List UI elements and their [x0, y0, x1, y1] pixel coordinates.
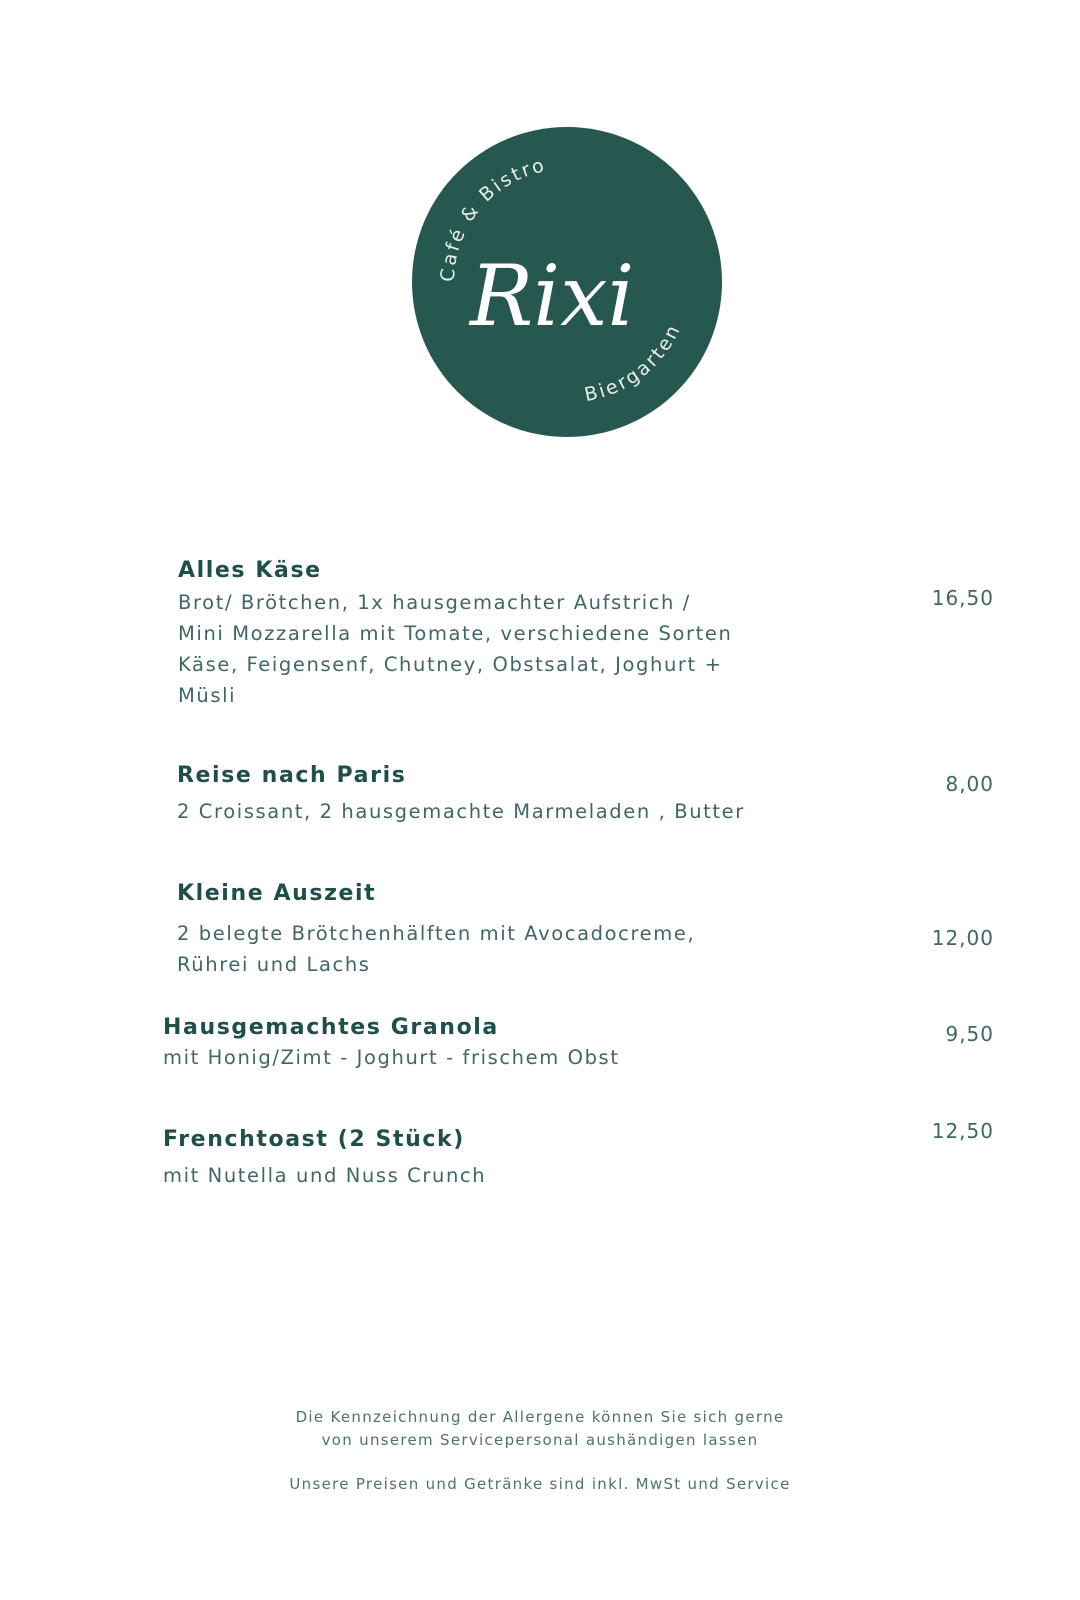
allergen-note-line1: Die Kennzeichnung der Allergene können Sie sich gerne: [295, 1408, 785, 1426]
menu-item: [163, 1015, 620, 1073]
menu-item-price: 9,50: [945, 1022, 994, 1046]
menu-item-name: Kleine Auszeit: [177, 881, 377, 906]
logo-badge: [410, 125, 724, 439]
menu-item: [177, 763, 745, 827]
menu-item-name: Hausgemachtes Granola: [163, 1015, 499, 1040]
logo-arc-bottom: Biergarten: [582, 319, 686, 407]
menu-item-description: mit Honig/Zimt - Joghurt - frischem Obst: [163, 1046, 620, 1069]
menu-item-name: Alles Käse: [178, 558, 322, 583]
logo-wordmark: Rixi: [470, 247, 635, 345]
menu-item-price: 12,50: [931, 1119, 994, 1143]
menu-item-price: 12,00: [931, 926, 994, 950]
menu-item-description: Brot/ Brötchen, 1x hausgemachter Aufstrich / Mini Mozzarella mit Tomate, verschiedene Sorten Käse, Feigensenf, Chutney, Obstsalat, Joghurt + Müsli: [178, 591, 733, 707]
menu-item-name: Reise nach Paris: [177, 763, 407, 788]
allergen-note: [0, 1406, 1080, 1452]
rixi-logo: [410, 125, 724, 439]
menu-item-description: 2 belegte Brötchenhälften mit Avocadocreme, Rührei und Lachs: [177, 922, 696, 976]
menu-item: [177, 881, 695, 980]
menu-item: [163, 1127, 486, 1191]
menu-item-description: 2 Croissant, 2 hausgemachte Marmeladen , Butter: [177, 800, 745, 823]
menu-item-name: Frenchtoast (2 Stück): [163, 1127, 465, 1152]
price-note: Unsere Preisen und Getränke sind inkl. MwSt und Service: [289, 1475, 791, 1493]
menu-item: [178, 558, 732, 711]
menu-item-price: 16,50: [931, 586, 994, 610]
logo-arc-top: Café & Bistro: [436, 153, 549, 283]
menu-item-description: mit Nutella und Nuss Crunch: [163, 1164, 487, 1187]
allergen-note-line2: von unserem Servicepersonal aushändigen lassen: [321, 1431, 759, 1449]
menu-item-price: 8,00: [945, 772, 994, 796]
